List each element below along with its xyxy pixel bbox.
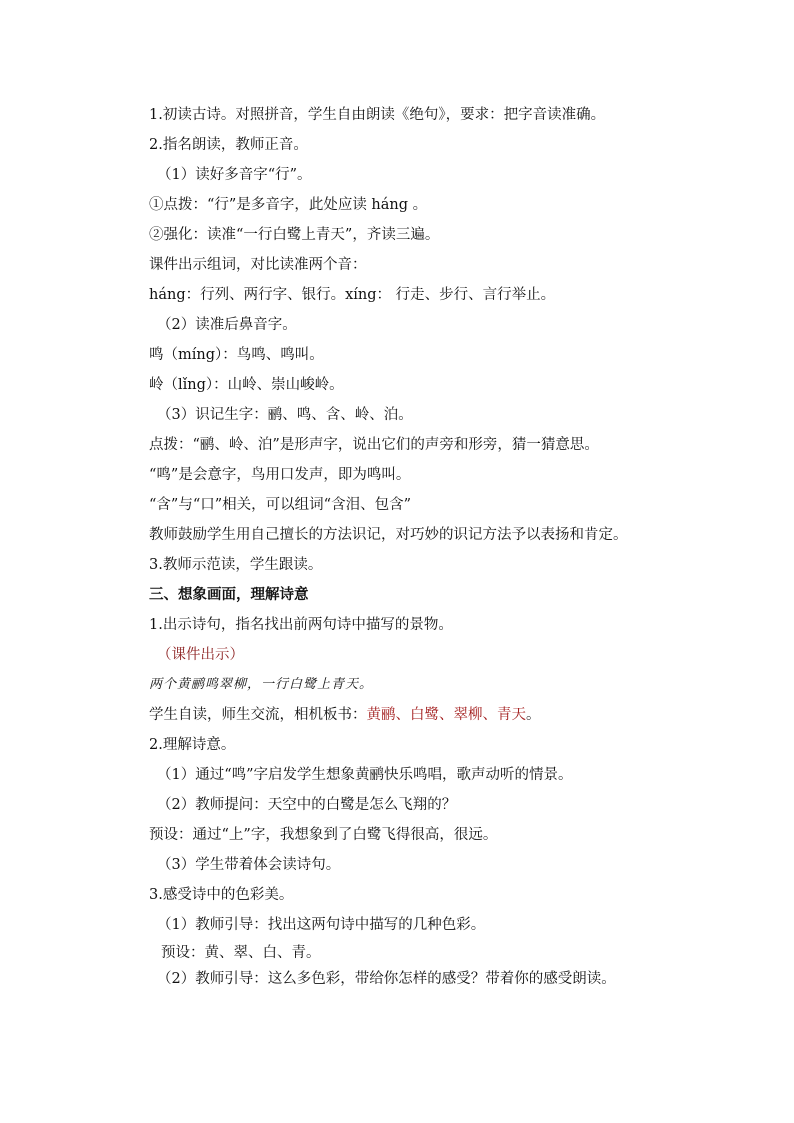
paragraph: （2）读准后鼻音字。 [157,317,297,333]
board-writing-prefix: 学生自读，师生交流，相机板书： [149,707,367,723]
paragraph: 1.出示诗句，指名找出前两句诗中描写的景物。 [149,617,453,633]
paragraph: “鸣”是会意字，鸟用口发声，即为鸣叫。 [149,467,411,483]
paragraph: （1）教师引导：找出这两句诗中描写的几种色彩。 [157,917,486,933]
board-writing-suffix: 。 [526,707,541,723]
paragraph: 点拨：“鹂、岭、泊”是形声字，说出它们的声旁和形旁，猜一猜意思。 [149,437,599,453]
paragraph: 教师鼓励学生用自己擅长的方法识记，对巧妙的识记方法予以表扬和肯定。 [149,527,628,543]
paragraph: 2.理解诗意。 [149,737,236,753]
paragraph: 预设：通过“上”字，我想象到了白鹭飞得很高，很远。 [149,827,498,843]
paragraph: 1.初读古诗。对照拼音，学生自由朗读《绝句》，要求：把字音读准确。 [149,107,606,123]
paragraph: “含”与“口”相关，可以组词“含泪、包含” [149,497,411,513]
paragraph: 课件出示组词，对比读准两个音： [149,257,367,273]
paragraph: （3）识记生字：鹂、鸣、含、岭、泊。 [157,407,413,423]
section-heading: 三、想象画面，理解诗意 [149,586,309,603]
paragraph: 2.指名朗读，教师正音。 [149,137,308,153]
paragraph: （3）学生带着体会读诗句。 [157,857,341,873]
paragraph: 3.感受诗中的色彩美。 [149,887,294,903]
paragraph: 岭（lǐng）：山岭、崇山峻岭。 [149,377,344,393]
board-writing-terms: 黄鹂、白鹭、翠柳、青天 [366,707,526,723]
paragraph [149,700,689,730]
paragraph: 鸣（míng）：鸟鸣、鸣叫。 [149,347,324,363]
paragraph: 预设：黄、翠、白、青。 [161,945,321,961]
document-page [149,100,689,992]
paragraph: （1）通过“鸣”字启发学生想象黄鹂快乐鸣唱，歌声动听的情景。 [157,767,573,783]
paragraph: háng：行列、两行字、银行。xíng： 行走、步行、言行举止。 [149,287,556,303]
poem-line: 两个黄鹂鸣翠柳，一行白鹭上青天。 [149,677,374,692]
paragraph: （2）教师提问：天空中的白鹭是怎么飞翔的？ [157,797,457,813]
courseware-label: （课件出示） [157,647,244,663]
paragraph: ①点拨：“行”是多音字，此处应读 háng 。 [149,197,428,213]
paragraph: 3.教师示范读，学生跟读。 [149,557,323,573]
paragraph: ②强化：读准“一行白鹭上青天”，齐读三遍。 [149,227,440,243]
paragraph: （1）读好多音字“行”。 [157,167,312,183]
paragraph: （2）教师引导：这么多色彩，带给你怎样的感受？带着你的感受朗读。 [157,971,616,987]
